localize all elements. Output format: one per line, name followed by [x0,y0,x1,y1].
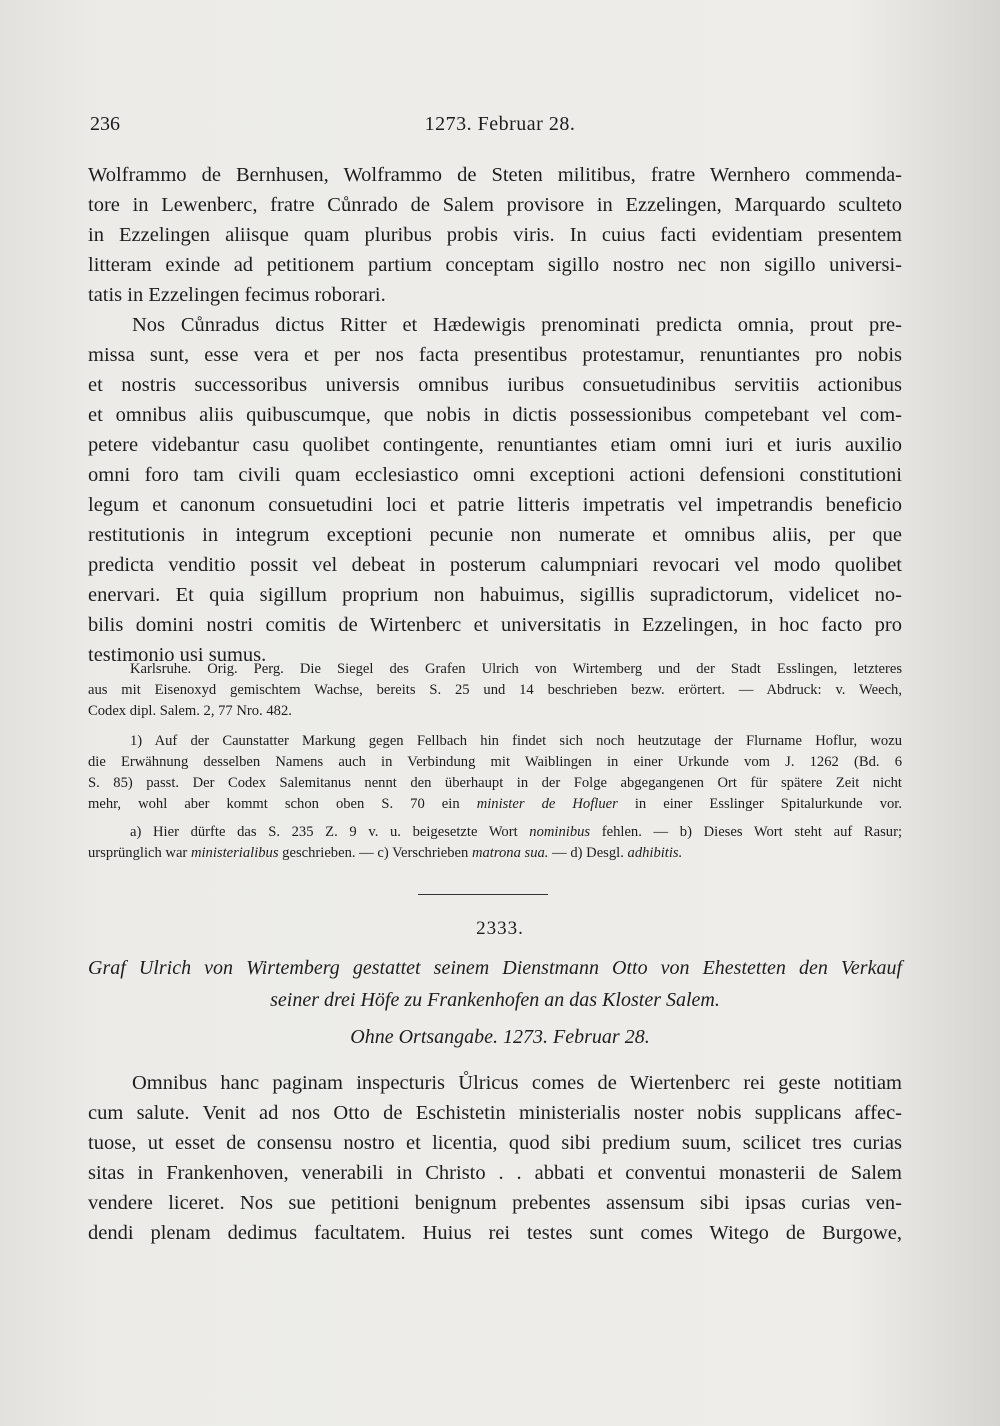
note-line: ursprünglich war ministerialibus geschrieben. — c) Verschrieben matrona sua. — d) Desgl. adhibitis. [88,845,683,861]
text-line: tuose, ut esset de consensu nostro et licentia, quod sibi predium suum, scilicet tres curias [88,1132,902,1154]
source-note [88,659,902,722]
section-divider [418,894,548,895]
text-line: dendi plenam dedimus facultatem. Huius rei testes sunt comes Witego de Burgowe, [88,1222,902,1244]
note-line: Codex dipl. Salem. 2, 77 Nro. 482. [88,703,292,719]
text-line: Nos Cůnradus dictus Ritter et Hædewigis prenominati predicta omnia, prout pre- [132,314,902,336]
text-line: omni foro tam civili quam ecclesiastico omni exceptioni actioni defensioni constitutioni [88,464,902,486]
regest [88,952,902,1016]
italic-term: adhibitis. [627,845,683,861]
text-line: testimonio usi sumus. [88,644,267,666]
regest-line: seiner drei Höfe zu Frankenhofen an das Kloster Salem. [270,989,720,1011]
note-line: S. 85) passt. Der Codex Salemitanus nennt den überhaupt in der Folge abgegangenen Ort für spätere Zeit nicht [88,775,902,791]
italic-term: minister de Hofluer [476,796,618,812]
note-line: aus mit Eisenoxyd gemischtem Wachse, bereits S. 25 und 14 beschrieben bezw. erörtert. — Abdruck: v. Weech, [88,682,902,698]
text-line: tore in Lewenberc, fratre Cůnrado de Salem provisore in Ezzelingen, Marquardo sculteto [88,194,902,216]
footnote-a [88,822,902,864]
text-line: Omnibus hanc paginam inspecturis Ůlricus comes de Wiertenberc rei geste notitiam [132,1072,902,1094]
italic-term: matrona sua. [471,845,549,861]
text-line: Wolframmo de Bernhusen, Wolframmo de Steten militibus, fratre Wernhero commenda- [88,164,902,186]
italic-term: nominibus [529,824,591,840]
regest-line: Graf Ulrich von Wirtemberg gestattet seinem Dienstmann Otto von Ehestetten den Verkauf [88,957,902,979]
text-line: vendere liceret. Nos sue petitioni benignum prebentes assensum sibi ipsas curias ven- [88,1192,902,1214]
charter-text [88,1068,902,1248]
text-line: restitutionis in integrum exceptioni pecunie non numerate et omnibus aliis, per que [88,524,902,546]
text-line: petere videbantur casu quolibet contingente, renuntiantes etiam omni iuri et iuris auxilio [88,434,902,456]
text-line: litteram exinde ad petitionem partium conceptam sigillo nostro nec non sigillo universi- [88,254,902,276]
note-line: a) Hier dürfte das S. 235 Z. 9 v. u. beigesetzte Wort nominibus fehlen. — b) Dieses Wort steht auf Rasur; [130,824,902,840]
note-line: Karlsruhe. Orig. Perg. Die Siegel des Grafen Ulrich von Wirtemberg und der Stadt Esslingen, letzteres [130,661,902,677]
text-line: cum salute. Venit ad nos Otto de Eschistetin ministerialis noster nobis supplicans affec- [88,1102,902,1124]
text-line: et omnibus aliis quibuscumque, que nobis in dictis possessionibus competebant vel com- [88,404,902,426]
page-number: 236 [90,113,120,135]
text-line: sitas in Frankenhoven, venerabili in Christo . . abbati et conventui monasterii de Salem [88,1162,902,1184]
note-line: 1) Auf der Caunstatter Markung gegen Fellbach hin findet sich noch heutzutage der Flurname Hoflur, wozu [130,733,902,749]
charter-text-continued [88,160,902,670]
text-line: in Ezzelingen aliisque quam pluribus probis viris. In cuius facti evidentiam presentem [88,224,902,246]
text-line: predicta venditio possit vel debeat in posterum calumpniari revocari vel modo quolibet [88,554,902,576]
text-line: bilis domini nostri comitis de Wirtenberc et universitatis in Ezzelingen, in hoc facto pro [88,614,902,636]
text-line: tatis in Ezzelingen fecimus roborari. [88,284,386,306]
text-line: missa sunt, esse vera et per nos facta presentibus protestamur, renuntiantes pro nobis [88,344,902,366]
italic-term: ministerialibus [190,845,279,861]
document-number: 2333. [476,918,524,939]
text-line: enervari. Et quia sigillum proprium non habuimus, sigillis supradictorum, videlicet no- [88,584,902,606]
running-header [90,113,910,147]
header-date: 1273. Februar 28. [424,113,576,135]
document-dateline: Ohne Ortsangabe. 1273. Februar 28. [350,1026,650,1048]
note-line: die Erwähnung desselben Namens auch in Verbindung mit Waiblingen in einer Urkunde vom J. 1262 (Bd. 6 [88,754,902,770]
text-line: legum et canonum consuetudini loci et patrie litteris impetratis vel impetrandis beneficio [88,494,902,516]
text-line: et nostris successoribus universis omnibus iuribus consuetudinibus servitiis actionibus [88,374,902,396]
note-line: mehr, wohl aber kommt schon oben S. 70 ein minister de Hofluer in einer Esslinger Spitalurkunde vor. [88,796,902,812]
footnote-1 [88,731,902,815]
